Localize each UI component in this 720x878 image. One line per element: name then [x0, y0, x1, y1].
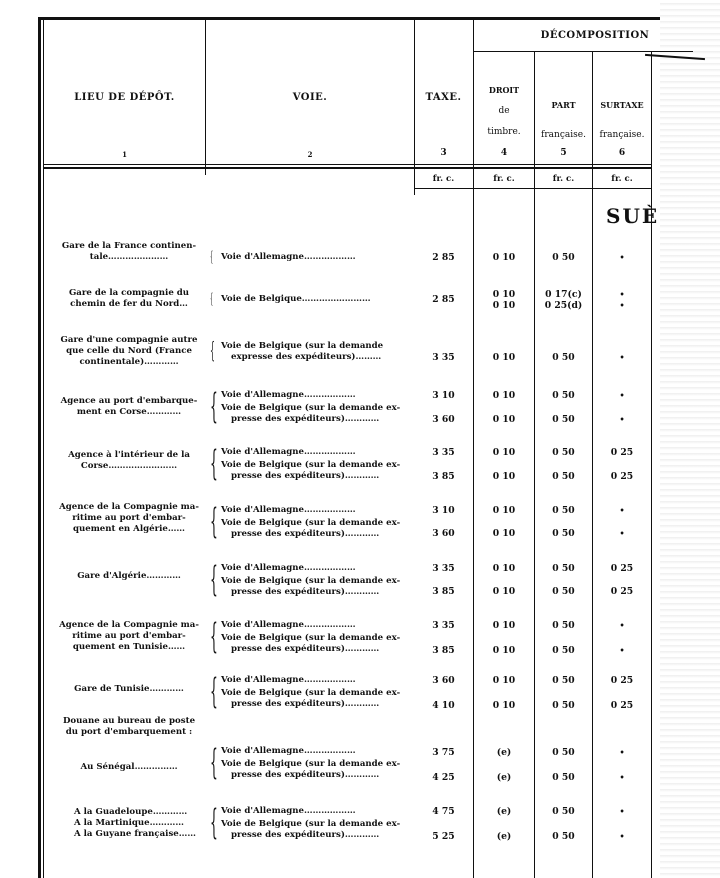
droit-value: (e): [496, 806, 512, 817]
part-value: 0 50: [552, 447, 575, 458]
part-value: 0 50: [552, 352, 575, 363]
taxe-value: 3 35: [432, 620, 455, 631]
brace-glyph: {: [210, 291, 214, 307]
brace-glyph: {: [210, 617, 218, 657]
lieu-cell: [50, 620, 208, 653]
col-lieu-title: LIEU DE DÉPÔT.: [74, 92, 175, 103]
surtaxe-value: •: [619, 747, 625, 757]
unit-part: fr. c.: [552, 174, 575, 184]
surtaxe-value: 0 25: [610, 471, 634, 482]
surtaxe-value: •: [619, 390, 625, 400]
lieu-line: Gare d'Algérie…………: [77, 571, 181, 581]
taxe-value: 3 10: [432, 390, 455, 401]
taxe-value: 3 10: [432, 505, 455, 516]
brace-glyph: {: [210, 743, 218, 783]
lieu-cell: [50, 288, 208, 310]
lieu-line: Gare d'une compagnie autre: [60, 335, 198, 345]
lieu-line: Douane au bureau de poste: [62, 716, 196, 726]
voie-cell: [221, 620, 413, 631]
col-surtaxe-title: [593, 90, 651, 150]
taxe-value: 4 25: [432, 772, 455, 783]
lieu-cell: [50, 241, 208, 263]
voie-cell: [221, 460, 413, 482]
droit-value: 0 10: [492, 505, 516, 516]
voie-line: Voie de Belgique (sur la demande ex-: [221, 518, 401, 528]
taxe-value: 3 85: [432, 471, 455, 482]
col-surtaxe-title-line: SURTAXE: [600, 100, 644, 110]
voie-line: Voie d'Allemagne………………: [221, 447, 356, 457]
col-droit-title: [474, 80, 534, 143]
lieu-line: ritime au port d'embar-: [72, 631, 186, 641]
lieu-cell: [50, 571, 208, 582]
droit-value: 0 10: [492, 586, 516, 597]
voie-line: presse des expéditeurs)…………: [231, 529, 380, 539]
surtaxe-value: •: [619, 252, 625, 262]
droit-value: (e): [496, 772, 512, 783]
part-value: 0 50: [552, 806, 575, 817]
droit-value: 0 10: [492, 620, 516, 631]
part-value: 0 50: [552, 747, 575, 758]
surtaxe-value: •: [619, 300, 625, 310]
voie-line: Voie d'Allemagne………………: [221, 390, 356, 400]
droit-value: (e): [496, 747, 512, 758]
header-bottom-rule-thick: [44, 167, 652, 169]
lieu-line: quement en Algérie……: [72, 524, 186, 534]
lieu-cell: [50, 716, 208, 738]
col-part-title-line: PART: [551, 100, 576, 110]
surtaxe-value: 0 25: [610, 675, 634, 686]
voie-line: Voie de Belgique (sur la demande ex-: [221, 633, 401, 643]
voie-line: Voie de Belgique (sur la demande ex-: [221, 403, 401, 413]
voie-cell: [221, 390, 413, 401]
voie-cell: [221, 403, 413, 425]
voie-cell: [221, 341, 413, 363]
lieu-line: Gare de la compagnie du: [68, 288, 190, 298]
part-value: 0 50: [552, 563, 575, 574]
taxe-value: 3 35: [432, 352, 455, 363]
voie-cell: [221, 759, 413, 781]
voie-line: Voie d'Allemagne………………: [221, 620, 356, 630]
voie-line: presse des expéditeurs)…………: [231, 644, 380, 654]
part-value: 0 50: [552, 700, 575, 711]
lieu-line: du port d'embarquement :: [65, 727, 193, 737]
country-heading: SUÈ: [606, 204, 660, 228]
lieu-line: Agence au port d'embarque-: [60, 396, 198, 406]
surtaxe-value: •: [619, 414, 625, 424]
voie-cell: [221, 518, 413, 540]
lieu-cell: [50, 502, 208, 535]
taxe-value: 2 85: [432, 252, 455, 263]
voie-line: Voie d'Allemagne………………: [221, 746, 356, 756]
voie-line: Voie de Belgique (sur la demande ex-: [221, 688, 401, 698]
col-droit-title-line: DROIT: [488, 85, 520, 95]
col-number-3: 3: [440, 148, 447, 158]
lieu-cell: [50, 684, 208, 695]
droit-value: 0 10: [492, 352, 516, 363]
lieu-line: ment en Corse…………: [76, 407, 182, 417]
lieu-line: quement en Tunisie……: [72, 642, 186, 652]
droit-value: 0 10: [492, 300, 516, 311]
brace-glyph: {: [210, 339, 215, 364]
voie-line: Voie d'Allemagne………………: [221, 505, 356, 515]
voie-cell: [221, 688, 413, 710]
taxe-value: 4 75: [432, 806, 455, 817]
unit-droit: fr. c.: [493, 174, 515, 184]
col-sep-6: [651, 52, 652, 878]
droit-value: 0 10: [492, 447, 516, 458]
lieu-cell: [50, 396, 208, 418]
surtaxe-value: •: [619, 620, 625, 630]
taxe-value: 3 35: [432, 447, 455, 458]
left-border-inner: [43, 20, 44, 878]
col-taxe-title: TAXE.: [425, 92, 462, 103]
unit-surtaxe: fr. c.: [611, 174, 633, 184]
brace-glyph: {: [210, 803, 218, 843]
lieu-line: ritime au port d'embar-: [72, 513, 186, 523]
surtaxe-value: •: [619, 645, 625, 655]
surtaxe-value: •: [619, 831, 625, 841]
taxe-value: 3 60: [432, 675, 455, 686]
part-value: 0 50: [552, 471, 575, 482]
voie-cell: [221, 633, 413, 655]
lieu-line: A la Martinique…………: [74, 818, 184, 828]
brace-glyph: {: [210, 502, 218, 542]
taxe-value: 3 85: [432, 586, 455, 597]
col-number-6: 6: [618, 148, 626, 158]
voie-cell: [221, 447, 413, 458]
surtaxe-value: 0 25: [610, 447, 634, 458]
part-value: 0 50: [552, 414, 575, 425]
voie-line: Voie de Belgique (sur la demande: [221, 341, 384, 351]
unit-taxe: fr. c.: [432, 174, 455, 184]
voie-line: Voie d'Allemagne………………: [221, 252, 356, 262]
part-value: 0 50: [552, 252, 575, 263]
lieu-line: Agence à l'intérieur de la: [68, 450, 190, 460]
col-part-title-line: française.: [541, 130, 586, 140]
voie-cell: [221, 576, 413, 598]
part-value: 0 50: [552, 390, 575, 401]
part-value: 0 25(d): [544, 300, 583, 311]
taxe-value: 3 35: [432, 563, 455, 574]
brace-glyph: {: [210, 672, 218, 712]
surtaxe-value: 0 25: [610, 700, 634, 711]
voie-line: presse des expéditeurs)…………: [231, 770, 380, 780]
lieu-line: A la Guyane française……: [74, 829, 196, 839]
taxe-value: 3 75: [432, 747, 455, 758]
brace-glyph: {: [210, 560, 218, 600]
part-value: 0 50: [552, 831, 575, 842]
lieu-line: Corse……………………: [80, 461, 178, 471]
decomposition-rule: [473, 51, 693, 52]
top-border: [38, 17, 660, 20]
voie-line: Voie d'Allemagne………………: [221, 563, 356, 573]
decomposition-heading: DÉCOMPOSITION: [540, 30, 650, 41]
lieu-line: Au Sénégal……………: [80, 762, 178, 772]
part-value: 0 50: [552, 772, 575, 783]
part-value: 0 17(c): [545, 289, 582, 300]
lieu-line: tale…………………: [89, 252, 169, 262]
droit-value: 0 10: [492, 675, 516, 686]
taxe-value: 3 60: [432, 414, 455, 425]
brace-glyph: {: [210, 249, 214, 265]
taxe-value: 5 25: [432, 831, 455, 842]
col-number-1: 1: [122, 150, 127, 159]
droit-value: 0 10: [492, 563, 516, 574]
col-droit-title-line: timbre.: [487, 127, 521, 137]
surtaxe-value: •: [619, 528, 625, 538]
col-number-4: 4: [500, 148, 508, 158]
brace-glyph: {: [210, 387, 218, 427]
voie-cell: [221, 806, 413, 817]
voie-cell: [221, 505, 413, 516]
lieu-line: Agence de la Compagnie ma-: [59, 620, 199, 630]
left-border: [38, 17, 41, 878]
lieu-line: Gare de la France continen-: [61, 241, 197, 251]
lieu-line: A la Guadeloupe…………: [74, 807, 188, 817]
surtaxe-value: 0 25: [610, 586, 634, 597]
voie-line: presse des expéditeurs)…………: [231, 587, 380, 597]
voie-cell: [221, 746, 413, 757]
droit-value: 0 10: [492, 700, 516, 711]
voie-cell: [221, 252, 413, 263]
part-value: 0 50: [552, 528, 575, 539]
droit-value: 0 10: [492, 528, 516, 539]
taxe-value: 2 85: [432, 294, 455, 305]
taxe-value: 4 10: [432, 700, 455, 711]
lieu-line: chemin de fer du Nord…: [70, 299, 188, 309]
droit-value: 0 10: [492, 471, 516, 482]
lieu-line: que celle du Nord (France: [66, 346, 192, 356]
col-droit-title-line: de: [498, 106, 510, 116]
part-value: 0 50: [552, 645, 575, 656]
brace-glyph: {: [210, 444, 218, 484]
voie-line: Voie de Belgique (sur la demande ex-: [221, 819, 401, 829]
droit-value: (e): [496, 831, 512, 842]
surtaxe-value: 0 25: [610, 563, 634, 574]
lieu-cell: [50, 762, 208, 773]
col-number-5: 5: [560, 148, 567, 158]
droit-value: 0 10: [492, 252, 516, 263]
droit-value: 0 10: [492, 390, 516, 401]
voie-cell: [221, 294, 413, 305]
droit-value: 0 10: [492, 645, 516, 656]
lieu-cell: [74, 807, 214, 840]
voie-line: presse des expéditeurs)…………: [231, 471, 380, 481]
lieu-cell: [50, 335, 208, 368]
voie-cell: [221, 675, 413, 686]
lieu-cell: [50, 450, 208, 472]
voie-line: presse des expéditeurs)…………: [231, 699, 380, 709]
voie-line: Voie de Belgique (sur la demande ex-: [221, 759, 401, 769]
part-value: 0 50: [552, 586, 575, 597]
voie-line: expresse des expéditeurs)………: [231, 352, 382, 362]
surtaxe-value: •: [619, 772, 625, 782]
header-bottom-rule: [44, 164, 652, 165]
voie-cell: [221, 819, 413, 841]
col-number-2: 2: [307, 150, 313, 159]
voie-line: Voie de Belgique (sur la demande ex-: [221, 460, 401, 470]
col-part-title: [535, 90, 592, 150]
part-value: 0 50: [552, 620, 575, 631]
unit-row-rule: [414, 188, 652, 189]
droit-value: 0 10: [492, 289, 516, 300]
surtaxe-value: •: [619, 289, 625, 299]
voie-line: Voie d'Allemagne………………: [221, 675, 356, 685]
taxe-value: 3 60: [432, 528, 455, 539]
page-edge-shading: [660, 0, 720, 878]
surtaxe-value: •: [619, 806, 625, 816]
part-value: 0 50: [552, 505, 575, 516]
voie-cell: [221, 563, 413, 574]
voie-line: Voie de Belgique (sur la demande ex-: [221, 576, 401, 586]
col-surtaxe-title-line: française.: [599, 130, 645, 140]
lieu-line: Agence de la Compagnie ma-: [59, 502, 199, 512]
surtaxe-value: •: [619, 352, 625, 362]
lieu-line: continentale)…………: [79, 357, 179, 367]
taxe-value: 3 85: [432, 645, 455, 656]
lieu-line: Gare de Tunisie…………: [74, 684, 184, 694]
voie-line: Voie d'Allemagne………………: [221, 806, 356, 816]
droit-value: 0 10: [492, 414, 516, 425]
part-value: 0 50: [552, 675, 575, 686]
voie-line: presse des expéditeurs)…………: [231, 830, 380, 840]
voie-line: Voie de Belgique……………………: [221, 294, 371, 304]
col-voie-title: VOIE.: [292, 92, 328, 103]
voie-line: presse des expéditeurs)…………: [231, 414, 380, 424]
surtaxe-value: •: [619, 505, 625, 515]
